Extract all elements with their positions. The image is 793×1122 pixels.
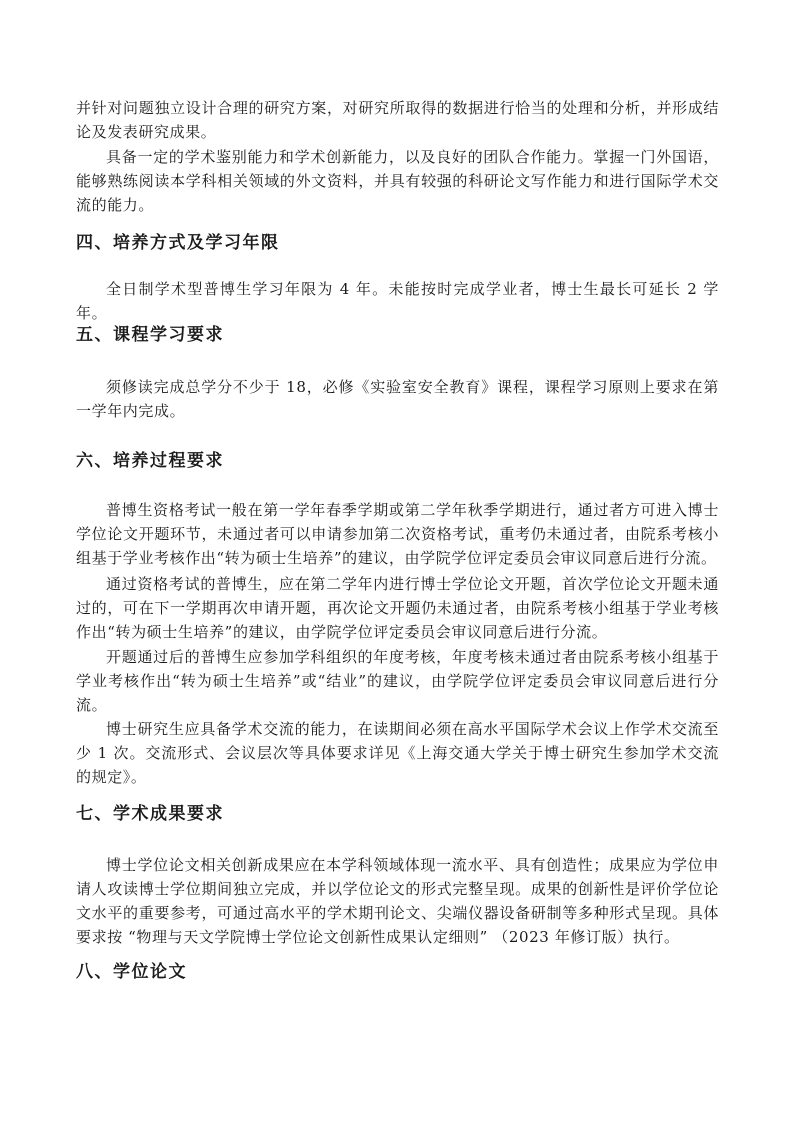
paragraph: 全日制学术型普博生学习年限为 4 年。未能按时完成学业者，博士生最长可延长 2 学年。	[76, 280, 719, 322]
section-heading: 五、课程学习要求	[76, 325, 224, 345]
section-heading: 七、学术成果要求	[76, 804, 224, 824]
paragraph: 开题通过后的普博生应参加学科组织的年度考核，年度考核未通过者由院系考核小组基于学业考核作出“转为硕士生培养”或“结业”的建议，由学院学位评定委员会审议同意后进行分流。	[76, 648, 719, 714]
paragraph: 博士研究生应具备学术交流的能力，在读期间必须在高水平国际学术会议上作学术交流至少 1 次。交流形式、会议层次等具体要求详见《上海交通大学关于博士研究生参加学术交流的规定》。	[76, 720, 719, 786]
paragraph: 具备一定的学术鉴别能力和学术创新能力，以及良好的团队合作能力。掌握一门外国语，能够熟练阅读本学科相关领域的外文资料，并具有较强的科研论文写作能力和进行国际学术交流的能力。	[76, 148, 719, 214]
paragraph: 通过资格考试的普博生，应在第二学年内进行博士学位论文开题，首次学位论文开题未通过的，可在下一学期再次申请开题，再次论文开题仍未通过者，由院系考核小组基于学业考核作出“转为硕士生培养”的建议，由学院学位评定委员会审议同意后进行分流。	[76, 575, 719, 641]
section-heading: 六、培养过程要求	[76, 451, 224, 471]
paragraph: 须修读完成总学分不少于 18，必修《实验室安全教育》课程，课程学习原则上要求在第一学年内完成。	[76, 378, 719, 420]
section-heading: 四、培养方式及学习年限	[76, 233, 280, 253]
paragraph: 普博生资格考试一般在第一学年春季学期或第二学年秋季学期进行，通过者方可进入博士学位论文开题环节，未通过者可以申请参加第二次资格考试，重考仍未通过者，由院系考核小组基于学业考核作出“转为硕士生培养”的建议，由学院学位评定委员会审议同意后进行分流。	[76, 501, 719, 567]
paragraph: 博士学位论文相关创新成果应在本学科领域体现一流水平、具有创造性；成果应为学位申请人攻读博士学位期间独立完成，并以学位论文的形式完整呈现。成果的创新性是评价学位论文水平的重要参考，可通过高水平的学术期刊论文、尖端仪器设备研制等多种形式呈现。具体要求按 “物理与天文学院博士学位论文创新性成果认定细则” （2023 年修订版）执行。	[76, 856, 719, 946]
paragraph: 并针对问题独立设计合理的研究方案，对研究所取得的数据进行恰当的处理和分析，并形成结论及发表研究成果。	[76, 99, 719, 141]
section-heading: 八、学位论文	[76, 962, 187, 982]
